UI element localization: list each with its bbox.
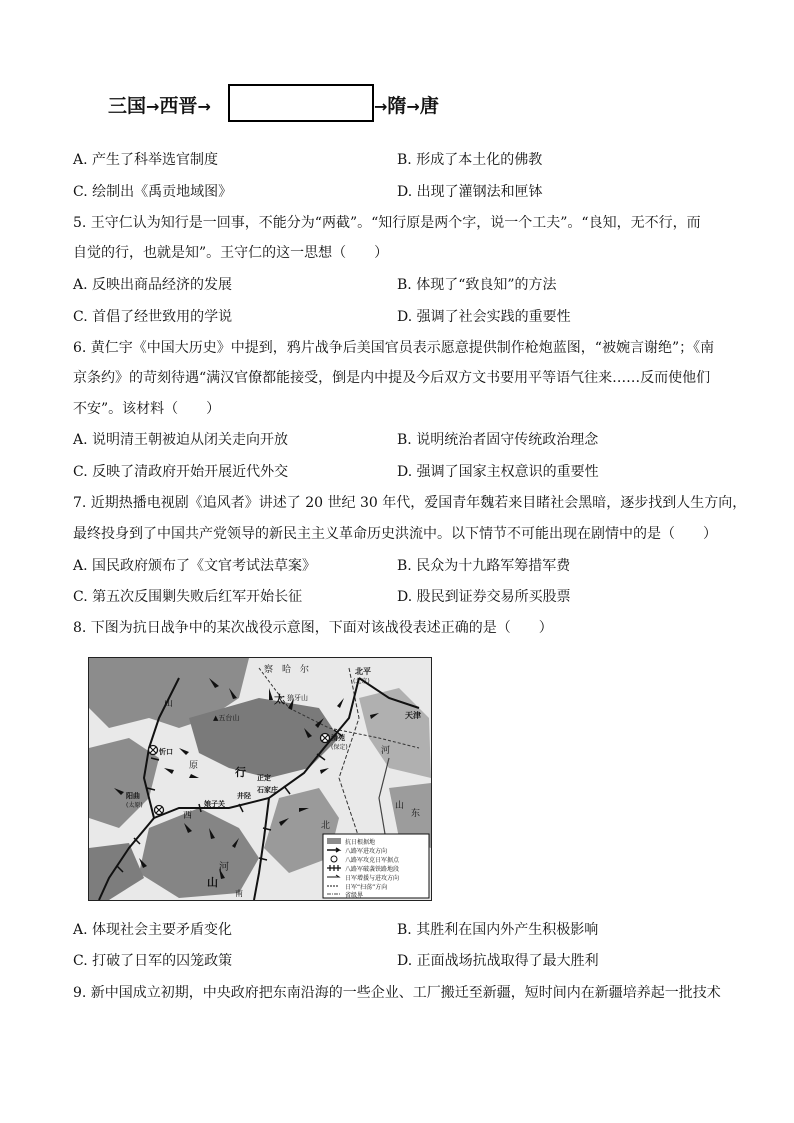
q4-option-b[interactable] xyxy=(397,150,542,170)
dynasty-sanguo: 三国 xyxy=(108,95,147,117)
option-text: 说明清王朝被迫从闭关走向开放 xyxy=(92,432,289,448)
label-he2: 河 xyxy=(381,746,391,756)
legend-item: 日军增援与进攻方向 xyxy=(345,875,400,882)
label-xinkou: 忻口 xyxy=(159,748,173,756)
q4-option-a[interactable] xyxy=(73,150,218,170)
option-text: 反映了清政府开始开展近代外交 xyxy=(92,464,289,480)
label-wutaishan: ▲五台山 xyxy=(213,714,240,722)
label-niangziguan: 娘子关 xyxy=(204,800,225,808)
option-letter: B. xyxy=(397,277,412,293)
q8-option-c[interactable] xyxy=(73,951,232,971)
legend-item: 日军“扫荡”方向 xyxy=(345,884,388,891)
label-chahaer: 察 哈 尔 xyxy=(264,665,310,675)
q4-option-d[interactable] xyxy=(397,182,543,202)
option-text: 强调了社会实践的重要性 xyxy=(416,309,571,325)
label-shijiazhuang: 石家庄 xyxy=(257,786,278,794)
option-text: 绘制出《禹贡地域图》 xyxy=(92,184,233,200)
q8-option-b[interactable] xyxy=(397,920,598,940)
option-letter: A. xyxy=(73,922,88,938)
option-letter: B. xyxy=(397,432,412,448)
label-dong: 东 xyxy=(411,809,421,819)
option-text: 首倡了经世致用的学说 xyxy=(92,309,233,325)
option-letter: A. xyxy=(73,558,88,574)
chain-start xyxy=(108,91,211,118)
q6-option-a[interactable] xyxy=(73,430,288,450)
legend-item: 省级界 xyxy=(345,892,364,899)
option-text: 出现了灌钢法和匣钵 xyxy=(416,184,543,200)
option-letter: D. xyxy=(397,184,413,200)
q8-option-a[interactable] xyxy=(73,920,232,940)
legend-item: 八路军攻克日军据点 xyxy=(345,857,400,864)
q8-option-d[interactable] xyxy=(397,951,599,971)
option-letter: B. xyxy=(397,922,412,938)
q6-option-d[interactable] xyxy=(397,462,599,482)
option-text: 正面战场抗战取得了最大胜利 xyxy=(416,953,599,969)
q6-stem-line2: 京条约》的苛刻待遇“满汉官僚都能接受，倒是内中提及今后双方文书要用平等语气往来……反而使他们 xyxy=(73,370,711,386)
label-beiping: 北平 xyxy=(355,667,371,676)
option-letter: C. xyxy=(73,464,88,480)
option-letter: D. xyxy=(397,464,413,480)
arrow-icon: → xyxy=(197,97,211,116)
label-hang: 行 xyxy=(235,766,246,779)
label-zhengding: 正定 xyxy=(257,774,271,782)
q7-stem-line1: 7. 近期热播电视剧《追风者》讲述了 20 世纪 30 年代，爱国青年魏若来目睹社会黑暗，逐步找到人生方向， xyxy=(73,495,747,511)
q7-option-c[interactable] xyxy=(73,587,302,607)
q8-stem-line1: 8. 下图为抗日战争中的某次战役示意图，下面对该战役表述正确的是（ ） xyxy=(73,620,553,636)
q5-option-c[interactable] xyxy=(73,307,232,327)
option-text: 产生了科举选官制度 xyxy=(92,152,219,168)
legend-swatch-base xyxy=(327,838,341,844)
legend-item: 八路军破袭铁路地段 xyxy=(345,866,400,873)
legend-item: 抗日根据地 xyxy=(345,839,376,846)
q6-option-b[interactable] xyxy=(397,430,598,450)
q6-option-c[interactable] xyxy=(73,462,288,482)
option-letter: D. xyxy=(397,953,413,969)
legend-item: 八路军进攻方向 xyxy=(345,848,388,855)
option-text: 第五次反围剿失败后红军开始长征 xyxy=(92,589,303,605)
label-qingyuan-sub: (保定) xyxy=(331,744,348,751)
label-he: 河 xyxy=(219,862,229,873)
label-langyashan: 狼牙山 xyxy=(287,694,308,702)
q4-option-c[interactable] xyxy=(73,182,232,202)
option-text: 说明统治者固守传统政治理念 xyxy=(416,432,599,448)
dynasty-tang: 唐 xyxy=(419,95,439,117)
dynasty-xijin: 西晋 xyxy=(159,95,198,117)
label-yangqu: 阳曲 xyxy=(126,792,140,800)
option-letter: A. xyxy=(73,277,88,293)
label-beiping-sub: (北京) xyxy=(353,678,370,685)
option-letter: A. xyxy=(73,152,88,168)
label-nan: 南 xyxy=(235,889,243,898)
label-bei: 北 xyxy=(321,821,331,831)
label-shan2: 山 xyxy=(395,801,405,811)
option-letter: C. xyxy=(73,953,88,969)
label-shan3: 山 xyxy=(164,699,174,709)
map-legend xyxy=(323,834,429,899)
option-text: 民众为十九路军筹措军费 xyxy=(416,558,571,574)
q6-stem-line1: 6. 黄仁宇《中国大历史》中提到，鸦片战争后美国官员表示愿意提供制作枪炮蓝图，“被婉言谢绝”；《南 xyxy=(73,340,715,356)
q7-option-a[interactable] xyxy=(73,556,316,576)
label-yuan: 原 xyxy=(189,761,199,771)
q5-option-b[interactable] xyxy=(397,275,557,295)
option-text: 其胜利在国内外产生积极影响 xyxy=(416,922,599,938)
q7-option-b[interactable] xyxy=(397,556,570,576)
option-letter: C. xyxy=(73,589,88,605)
option-letter: B. xyxy=(397,558,412,574)
label-tianjin: 天津 xyxy=(405,711,421,720)
option-text: 形成了本土化的佛教 xyxy=(416,152,543,168)
option-letter: C. xyxy=(73,309,88,325)
chain-end xyxy=(374,91,439,118)
q5-option-d[interactable] xyxy=(397,307,571,327)
q7-option-d[interactable] xyxy=(397,587,571,607)
label-tai: 太 xyxy=(274,693,285,706)
option-letter: C. xyxy=(73,184,88,200)
arrow-icon: → xyxy=(406,97,420,116)
q5-option-a[interactable] xyxy=(73,275,232,295)
label-yangqu-sub: (太原) xyxy=(126,802,143,809)
option-letter: B. xyxy=(397,152,412,168)
option-text: 强调了国家主权意识的重要性 xyxy=(416,464,599,480)
label-xi: 西 xyxy=(183,811,193,821)
option-text: 体现社会主要矛盾变化 xyxy=(92,922,233,938)
option-text: 反映出商品经济的发展 xyxy=(92,277,233,293)
option-letter: D. xyxy=(397,309,413,325)
q6-stem-line3: 不安”。该材料（ ） xyxy=(73,401,221,417)
label-qingyuan: 清苑 xyxy=(331,734,345,742)
q7-stem-line2: 最终投身到了中国共产党领导的新民主主义革命历史洪流中。以下情节不可能出现在剧情中的是（ ） xyxy=(73,526,717,542)
option-text: 国民政府颁布了《文官考试法草案》 xyxy=(92,558,317,574)
option-letter: A. xyxy=(73,432,88,448)
label-jingxing: 井陉 xyxy=(237,792,251,800)
arrow-icon: → xyxy=(374,97,388,116)
q5-stem-line1: 5. 王守仁认为知行是一回事，不能分为“两截”。“知行原是两个字，说一个工夫”。“良知，无不行，而 xyxy=(73,215,701,231)
option-text: 打破了日军的囚笼政策 xyxy=(92,953,233,969)
blank-box xyxy=(228,84,374,122)
option-text: 股民到证券交易所买股票 xyxy=(416,589,571,605)
arrow-icon: → xyxy=(146,97,160,116)
q5-stem-line2: 自觉的行，也就是知”。王守仁的这一思想（ ） xyxy=(73,245,389,261)
label-shan: 山 xyxy=(207,876,218,889)
legend-stronghold-icon xyxy=(331,856,337,862)
battle-map xyxy=(88,657,432,901)
battle-map-svg xyxy=(89,658,431,900)
q9-stem-line1: 9. 新中国成立初期，中央政府把东南沿海的一些企业、工厂搬迁至新疆，短时间内在新疆培养起一批技术 xyxy=(73,985,721,1001)
option-text: 体现了“致良知”的方法 xyxy=(416,277,557,293)
dynasty-sui: 隋 xyxy=(387,95,407,117)
option-letter: D. xyxy=(397,589,413,605)
